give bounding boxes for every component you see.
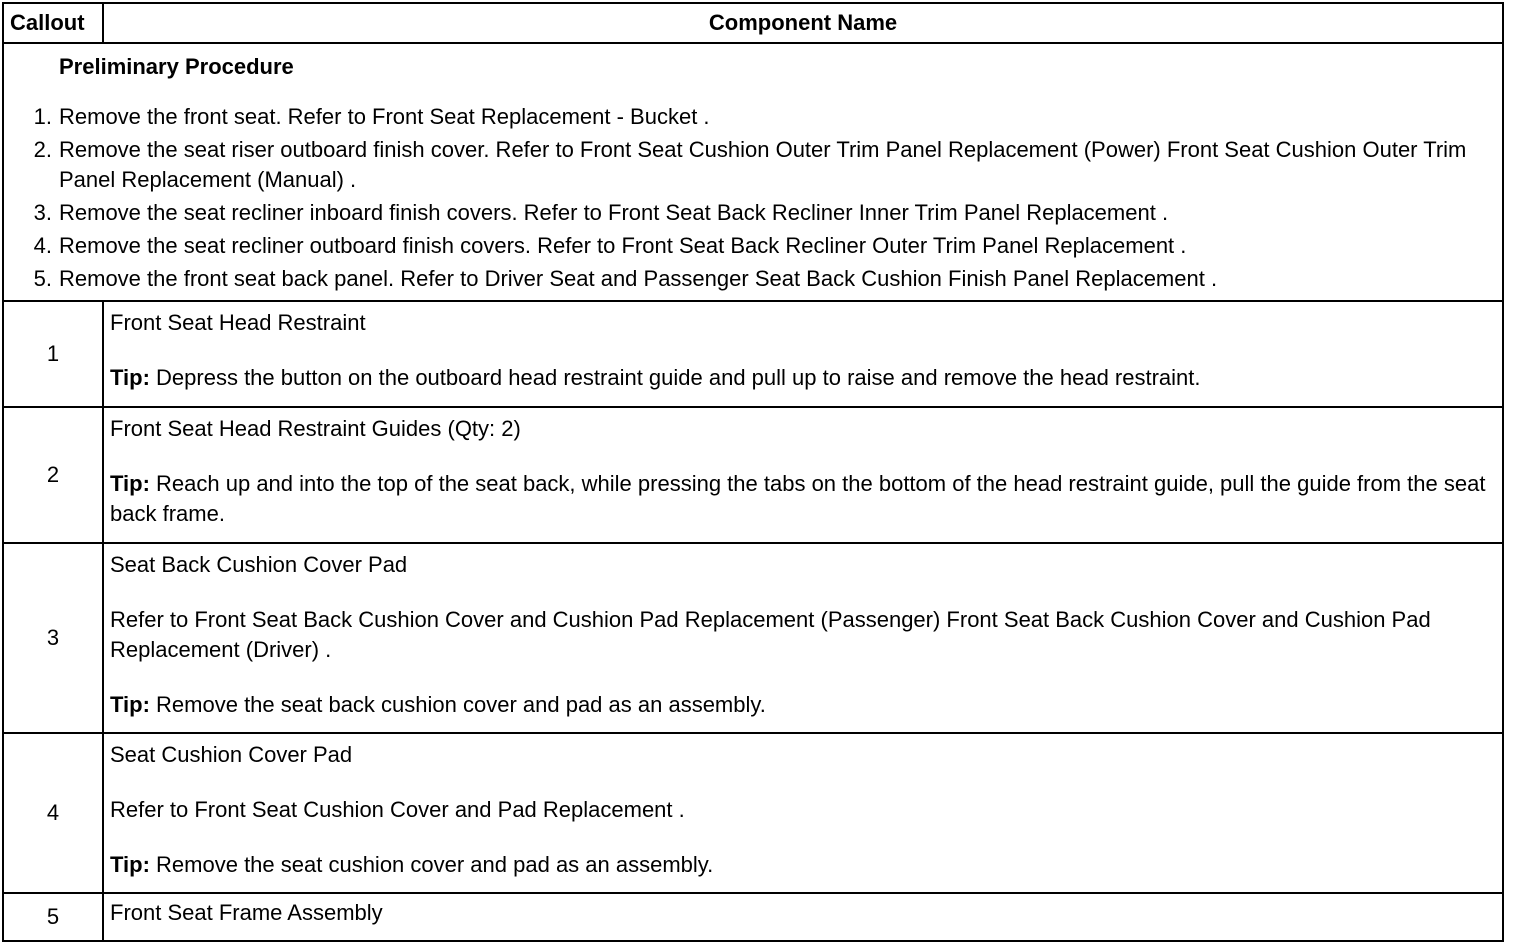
tip-text: Reach up and into the top of the seat back, while pressing the tabs on the bottom of the head restraint guide, pull the guide from the seat back frame. <box>110 471 1486 526</box>
reference-note: Refer to Front Seat Cushion Cover and Pad Replacement . <box>110 797 685 822</box>
header-row <box>3 3 1503 43</box>
tip-text: Remove the seat cushion cover and pad as an assembly. <box>149 852 714 877</box>
component-name-header: Component Name <box>103 3 1503 43</box>
table-row <box>3 407 1503 543</box>
tip-label: Tip: <box>110 471 150 496</box>
callout-number: 1 <box>3 301 103 407</box>
callout-number: 2 <box>3 407 103 543</box>
component-table-sheet <box>2 2 1502 929</box>
callout-number: 5 <box>3 893 103 941</box>
preliminary-row <box>3 43 1503 301</box>
reference-note: Refer to Front Seat Back Cushion Cover and Cushion Pad Replacement (Passenger) Front Seat Back Cushion Cover and Cushion Pad Replacement (Driver) . <box>110 607 1431 662</box>
component-name: Front Seat Head Restraint <box>110 310 366 335</box>
table-row <box>3 543 1503 733</box>
preliminary-title: Preliminary Procedure <box>59 54 294 79</box>
callout-number: 3 <box>3 543 103 733</box>
step-number: 5. <box>33 266 52 291</box>
tip-label: Tip: <box>110 692 150 717</box>
component-table <box>2 2 1504 942</box>
tip-paragraph <box>110 469 1496 529</box>
step-number: 1. <box>33 104 52 129</box>
table-row <box>3 733 1503 893</box>
step-text: Remove the seat recliner inboard finish covers. Refer to Front Seat Back Recliner Inner Trim Panel Replacement . <box>59 200 1169 225</box>
tip-label: Tip: <box>110 365 150 390</box>
step-item <box>33 264 1492 294</box>
component-name: Front Seat Head Restraint Guides (Qty: 2) <box>110 416 521 441</box>
step-text: Remove the front seat. Refer to Front Seat Replacement - Bucket . <box>59 104 710 129</box>
step-item <box>33 102 1492 132</box>
table-row <box>3 301 1503 407</box>
tip-paragraph <box>110 690 1496 720</box>
step-item <box>33 231 1492 261</box>
component-cell <box>103 407 1503 543</box>
component-name: Front Seat Frame Assembly <box>110 900 383 925</box>
tip-paragraph <box>110 363 1496 393</box>
preliminary-steps <box>24 102 1492 294</box>
table-row <box>3 893 1503 941</box>
tip-text: Remove the seat back cushion cover and pad as an assembly. <box>149 692 766 717</box>
step-item <box>33 198 1492 228</box>
tip-text: Depress the button on the outboard head restraint guide and pull up to raise and remove the head restraint. <box>149 365 1201 390</box>
component-cell <box>103 543 1503 733</box>
callout-header: Callout <box>3 3 103 43</box>
callout-number: 4 <box>3 733 103 893</box>
step-text: Remove the seat recliner outboard finish covers. Refer to Front Seat Back Recliner Outer Trim Panel Replacement . <box>59 233 1187 258</box>
step-text: Remove the front seat back panel. Refer to Driver Seat and Passenger Seat Back Cushion Finish Panel Replacement . <box>59 266 1218 291</box>
step-text: Remove the seat riser outboard finish cover. Refer to Front Seat Cushion Outer Trim Panel Replacement (Power) Front Seat Cushion Outer Trim Panel Replacement (Manual) . <box>59 137 1467 192</box>
component-cell <box>103 301 1503 407</box>
preliminary-procedure-cell <box>3 43 1503 301</box>
step-item <box>33 135 1492 195</box>
component-cell <box>103 893 1503 941</box>
component-name: Seat Cushion Cover Pad <box>110 742 353 767</box>
step-number: 4. <box>33 233 52 258</box>
tip-paragraph <box>110 850 1496 880</box>
component-name: Seat Back Cushion Cover Pad <box>110 552 408 577</box>
tip-label: Tip: <box>110 852 150 877</box>
step-number: 2. <box>33 137 52 162</box>
component-cell <box>103 733 1503 893</box>
step-number: 3. <box>33 200 52 225</box>
